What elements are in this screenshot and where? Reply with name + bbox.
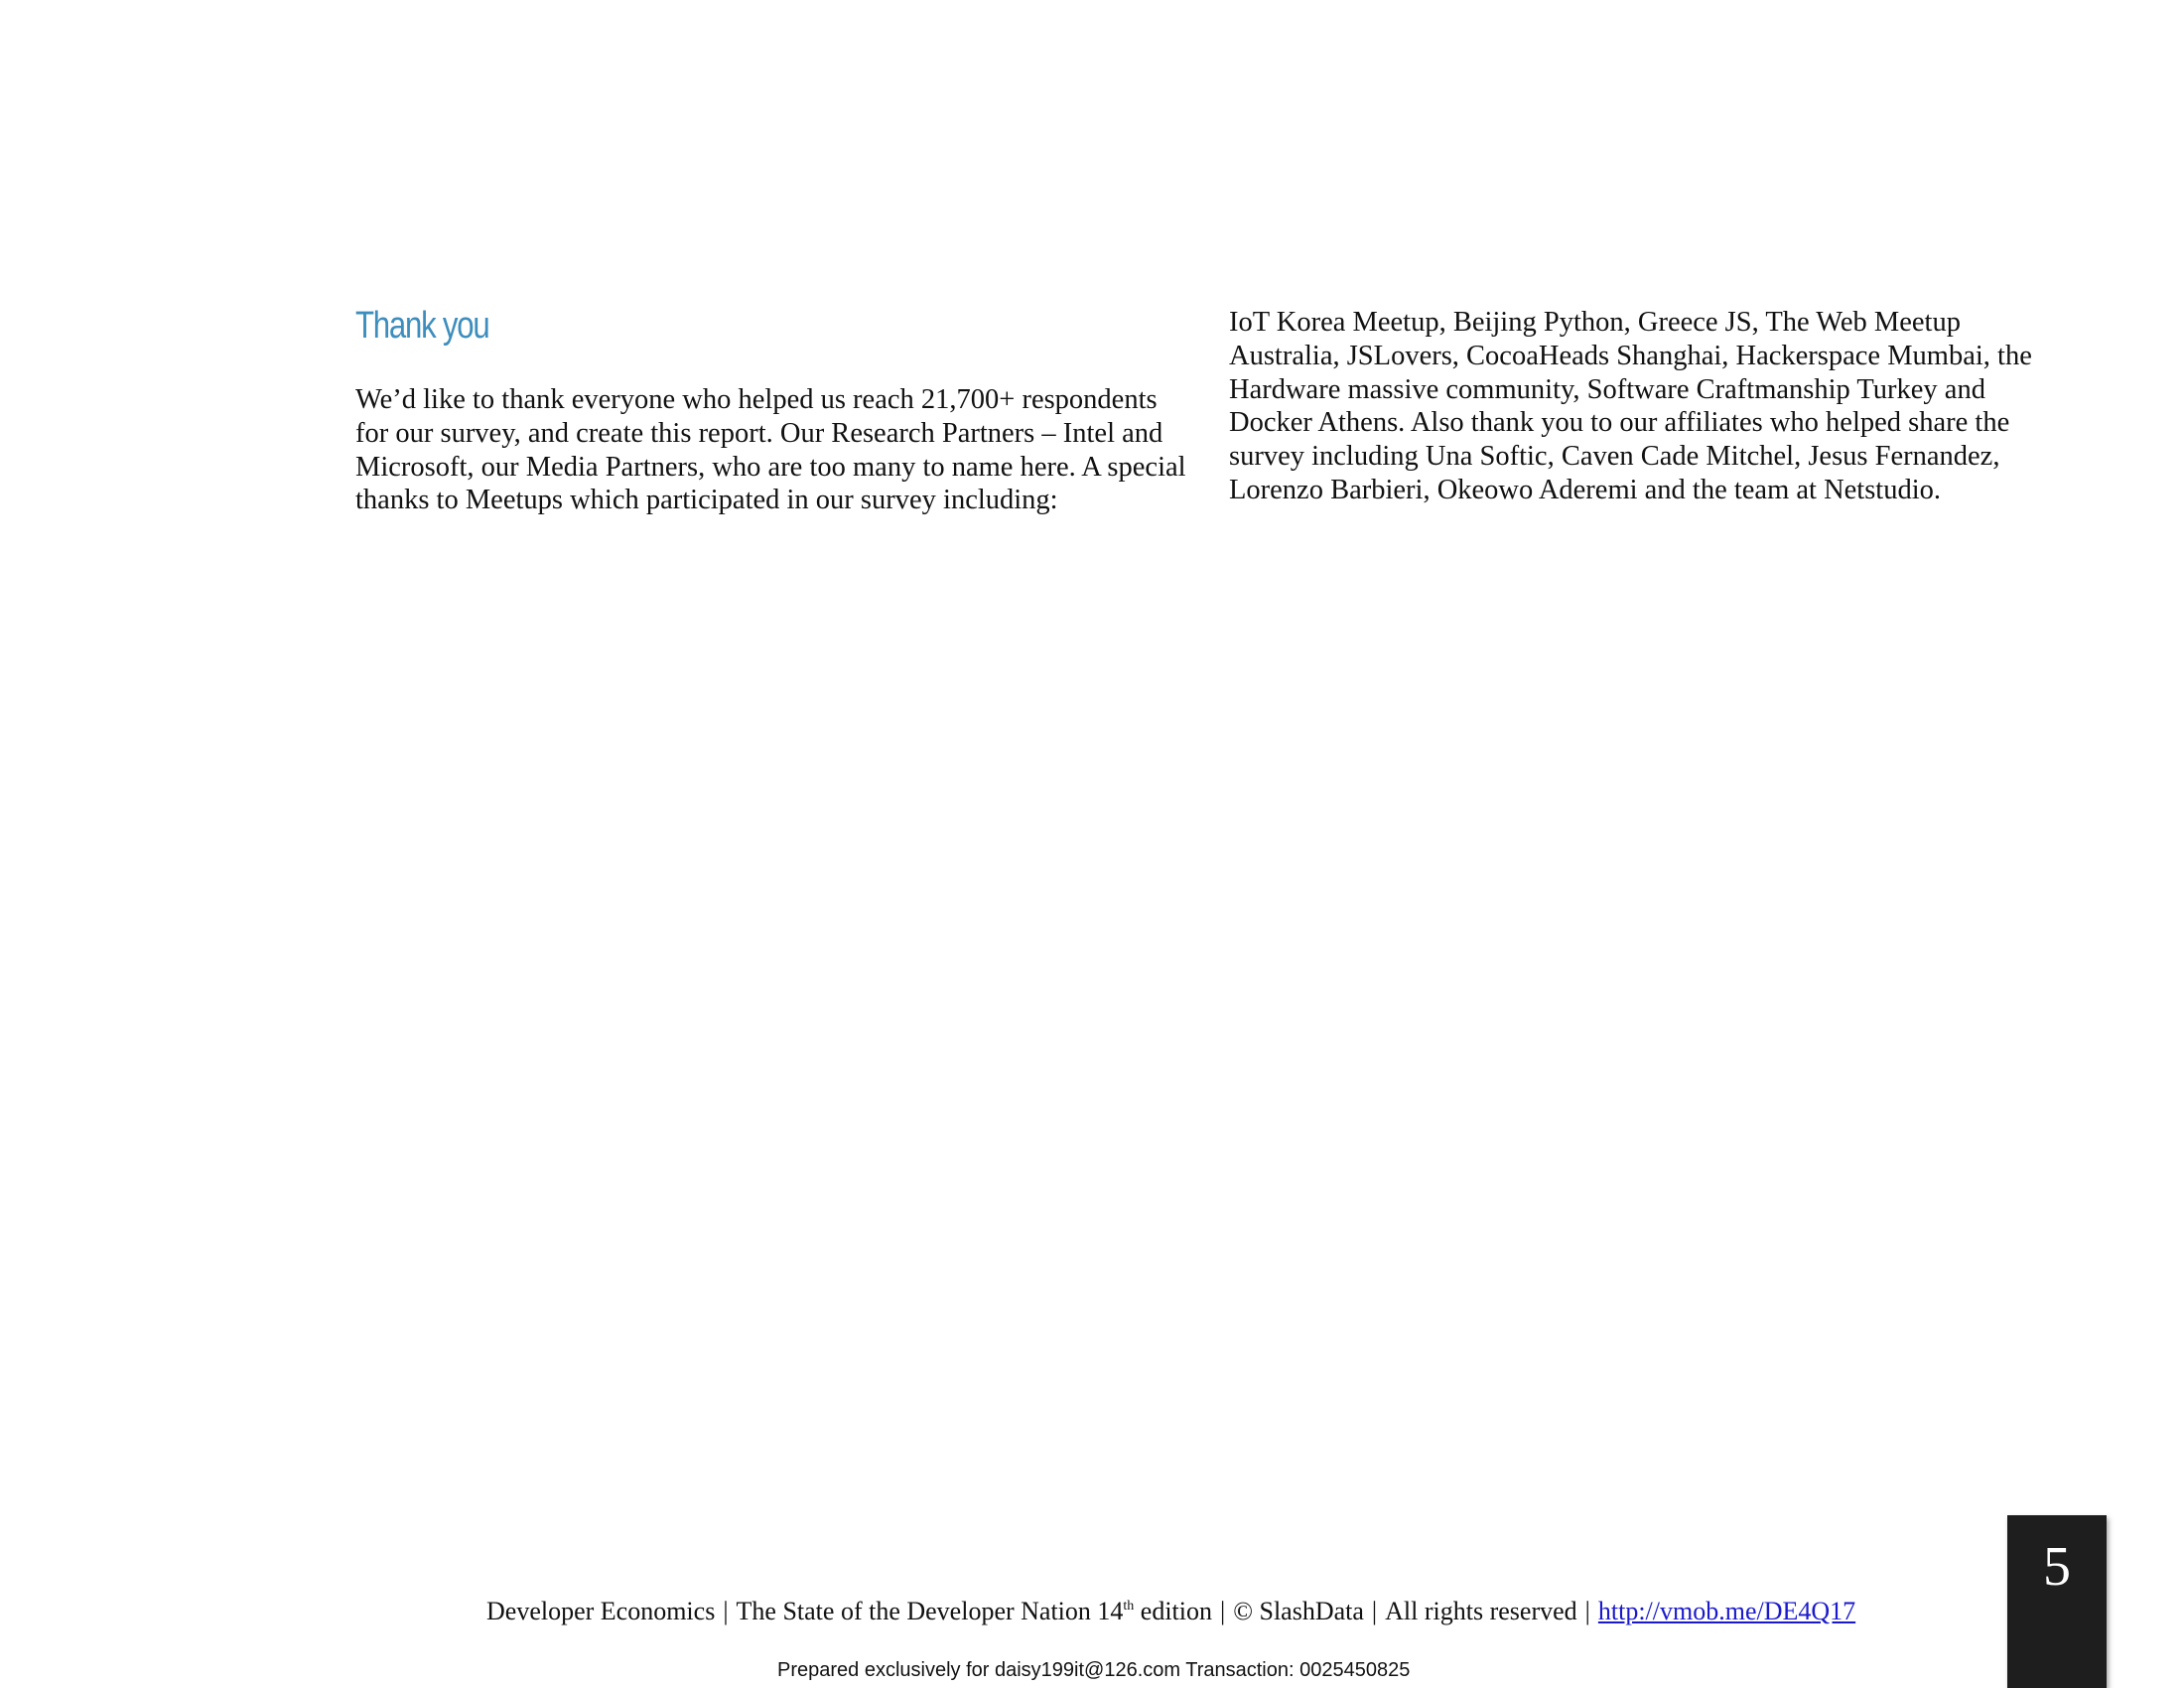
right-column: [1229, 298, 2063, 507]
prepared-for-line: Prepared exclusively for daisy199it@126.com Transaction: 0025450825: [777, 1659, 1411, 1681]
section-heading: Thank you: [355, 305, 489, 347]
footer-separator: |: [1220, 1597, 1226, 1625]
footer-rights: All rights reserved: [1385, 1597, 1577, 1625]
footer-separator: |: [723, 1597, 729, 1625]
page-footer: [486, 1597, 1855, 1626]
thank-you-paragraph-left: We’d like to thank everyone who helped us reach 21,700+ respondents for our survey, and create this report. Our Research Partners – Intel and Microsoft, our Media Partners, who are too many to name here. A special thanks to Meetups which participated in our survey including:: [355, 384, 1186, 516]
footer-title-sup: th: [1123, 1599, 1135, 1614]
footer-link[interactable]: http://vmob.me/DE4Q17: [1597, 1597, 1856, 1625]
footer-separator: |: [1584, 1597, 1590, 1625]
thank-you-paragraph-right: IoT Korea Meetup, Beijing Python, Greece JS, The Web Meetup Australia, JSLovers, CocoaHeads Shanghai, Hackerspace Mumbai, the Hardware massive community, Software Craftmanship Turkey and Docker Athens. Also thank you to our affiliates who helped share the survey including Una Softic, Caven Cade Mitchel, Jesus Fernandez, Lorenzo Barbieri, Okeowo Aderemi and the team at Netstudio.: [1229, 307, 2032, 505]
page-number: 5: [2043, 1536, 2071, 1598]
footer-title-prefix: The State of the Developer Nation 14: [736, 1597, 1124, 1625]
footer-copyright: © SlashData: [1233, 1597, 1364, 1625]
footer-title-suffix: edition: [1134, 1597, 1213, 1625]
footer-separator: |: [1371, 1597, 1378, 1625]
footer-publication: Developer Economics: [486, 1597, 716, 1625]
page-number-box: [2007, 1515, 2107, 1688]
left-column: [355, 298, 1189, 517]
